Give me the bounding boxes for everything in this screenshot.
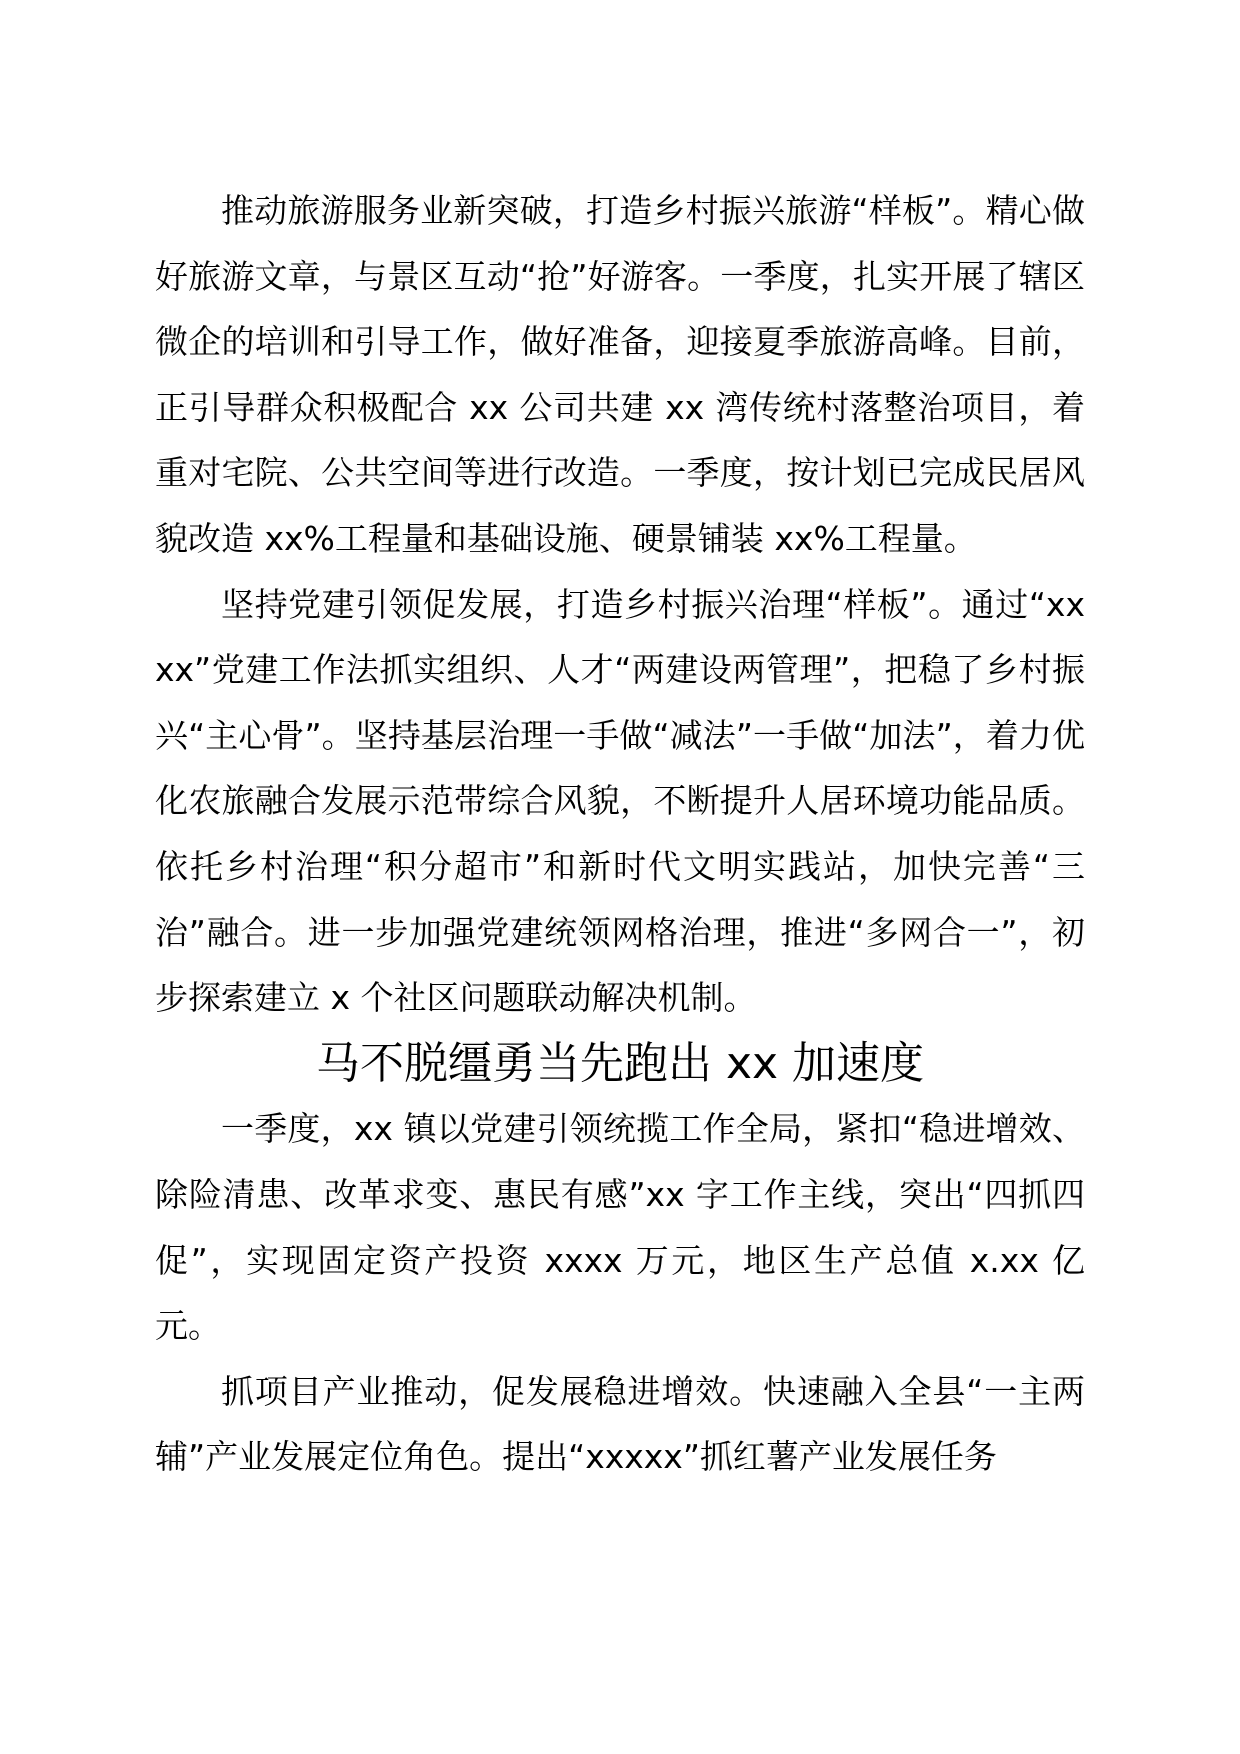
document-body — [155, 178, 1085, 1490]
section-heading: 马不脱缰勇当先跑出 xx 加速度 — [315, 1037, 925, 1089]
paragraph-projects: 抓项目产业推动，促发展稳进增效。快速融入全县“一主两辅”产业发展定位角色。提出“xxxxx”抓红薯产业发展任务 — [155, 1371, 1085, 1477]
paragraph-party-building: 坚持党建引领促发展，打造乡村振兴治理“样板”。通过“xxxx”党建工作法抓实组织、人才“两建设两管理”，把稳了乡村振兴“主心骨”。坚持基层治理一手做“减法”一手做“加法”，着力优化农旅融合发展示范带综合风貌，不断提升人居环境功能品质。依托乡村治理“积分超市”和新时代文明实践站，加快完善“三治”融合。进一步加强党建统领网格治理，推进“多网合一”，初步探索建立 x 个社区问题联动解决机制。 — [155, 584, 1085, 1018]
paragraph-first-quarter: 一季度，xx 镇以党建引领统揽工作全局，紧扣“稳进增效、除险清患、改革求变、惠民有感”xx 字工作主线，突出“四抓四促”，实现固定资产投资 xxxx 万元，地区生产总值 x.xx 亿元。 — [155, 1109, 1085, 1346]
paragraph-tourism: 推动旅游服务业新突破，打造乡村振兴旅游“样板”。精心做好旅游文章，与景区互动“抢”好游客。一季度，扎实开展了辖区微企的培训和引导工作，做好准备，迎接夏季旅游高峰。目前，正引导群众积极配合 xx 公司共建 xx 湾传统村落整治项目，着重对宅院、公共空间等进行改造。一季度，按计划已完成民居风貌改造 xx%工程量和基础设施、硬景铺装 xx%工程量。 — [155, 191, 1085, 558]
